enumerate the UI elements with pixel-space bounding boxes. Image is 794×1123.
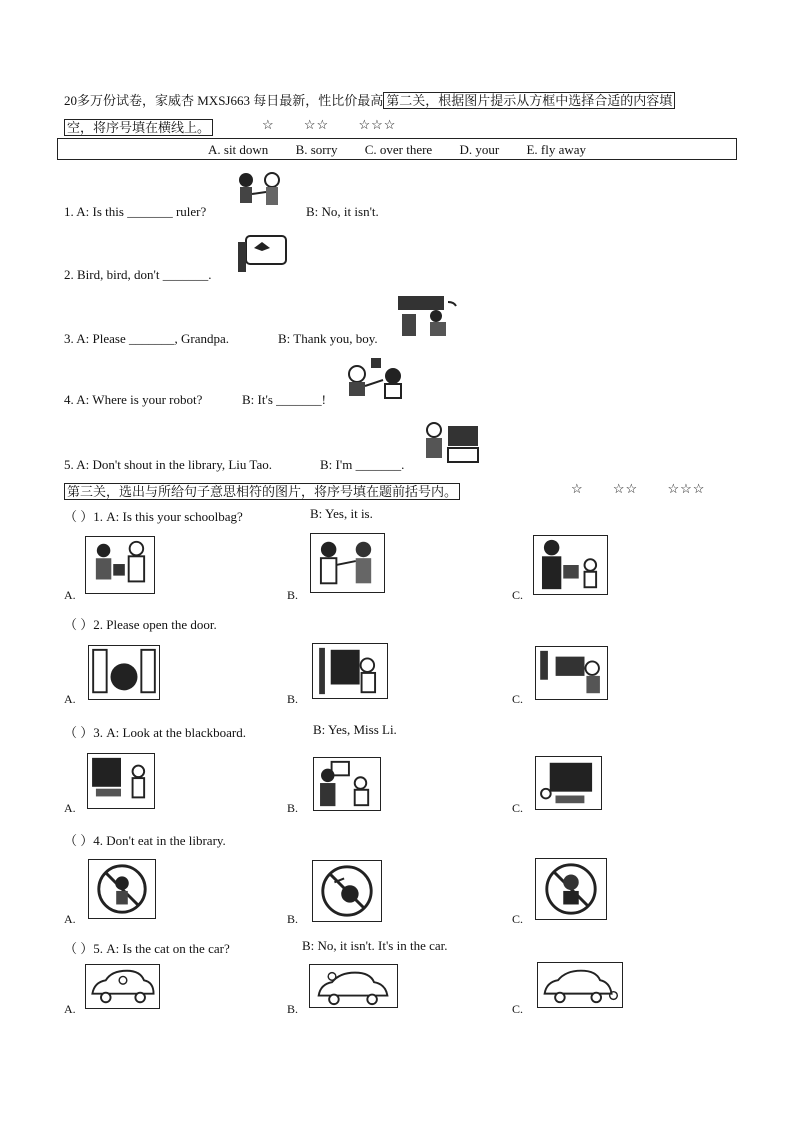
choice-q1-text: 1. A: Is this your schoolbag? — [93, 509, 243, 524]
fill-q3-b: B: Thank you, boy. — [278, 331, 378, 346]
letter-a: A. — [64, 1002, 76, 1016]
choice-q5-text: 5. A: Is the cat on the car? — [93, 941, 230, 956]
pic-q3-b[interactable] — [313, 757, 381, 811]
fill-q4-b: B: It's _______! — [242, 392, 326, 407]
pic-q2-c[interactable] — [535, 646, 608, 700]
pic-q1-b[interactable] — [310, 533, 385, 593]
pic-q1-a[interactable] — [85, 536, 155, 594]
choice-q1-b: B: Yes, it is. — [310, 506, 373, 521]
fill-q1-b: B: No, it isn't. — [306, 204, 379, 219]
letter-c: C. — [512, 692, 524, 706]
letter-b: B. — [287, 692, 299, 706]
letter-a: A. — [64, 692, 76, 706]
pic-q1-c[interactable] — [533, 535, 608, 595]
section2-title-b: 空，将序号填在横线上。 — [64, 119, 213, 136]
choice-q5-b: B: No, it isn't. It's in the car. — [302, 938, 448, 953]
options-box — [57, 138, 737, 160]
answer-paren[interactable]: （ ） — [64, 509, 94, 524]
difficulty-stars-2 — [571, 481, 731, 497]
intro-text — [64, 90, 675, 109]
section3-title-wrap — [64, 481, 460, 500]
option-c: C. over there — [364, 142, 433, 157]
answer-paren[interactable]: （ ） — [64, 725, 94, 740]
star-two-s3: ☆☆ — [612, 481, 639, 496]
fill-q2: 2. Bird, bird, don't _______. — [64, 267, 212, 282]
option-e: E. fly away — [526, 142, 586, 157]
choice-q1 — [64, 506, 243, 525]
intro-line: 20多万份试卷，家威杏 MXSJ663 每日最新，性比价最高 — [64, 93, 384, 108]
choice-q4-text: 4. Don't eat in the library. — [93, 833, 226, 848]
pic-q5-a[interactable] — [85, 964, 160, 1009]
option-d: D. your — [459, 142, 500, 157]
letter-a: A. — [64, 912, 76, 926]
difficulty-stars-1 — [262, 117, 422, 133]
letter-c: C. — [512, 1002, 524, 1016]
star-three: ☆☆☆ — [358, 117, 397, 132]
letter-b: B. — [287, 588, 299, 602]
pic-q5-b[interactable] — [309, 964, 398, 1008]
choice-q3 — [64, 722, 246, 741]
pic-q4-c[interactable] — [535, 858, 607, 920]
answer-paren[interactable]: （ ） — [64, 833, 94, 848]
fill-q5-b: B: I'm _______. — [320, 457, 405, 472]
choice-q5 — [64, 938, 230, 957]
choice-q2-text: 2. Please open the door. — [93, 617, 217, 632]
fill-q4: 4. A: Where is your robot? — [64, 392, 203, 407]
pic-q4-b[interactable] — [312, 860, 382, 922]
star-one-s3: ☆ — [571, 481, 584, 496]
fill-q5: 5. A: Don't shout in the library, Liu Tao. — [64, 457, 272, 472]
answer-paren[interactable]: （ ） — [64, 941, 94, 956]
answer-paren[interactable]: （ ） — [64, 617, 94, 632]
star-two: ☆☆ — [303, 117, 330, 132]
letter-a: A. — [64, 588, 76, 602]
pic-q5-c[interactable] — [537, 962, 623, 1008]
fill-q1-a: 1. A: Is this _______ ruler? — [64, 204, 207, 219]
choice-q2 — [64, 614, 217, 633]
section2-title-cont — [64, 117, 213, 136]
choice-q4 — [64, 830, 226, 849]
pic-q4-a[interactable] — [88, 859, 156, 919]
fill-q3: 3. A: Please _______, Grandpa. — [64, 331, 230, 346]
letter-c: C. — [512, 801, 524, 815]
clip-library — [420, 418, 480, 466]
choice-q3-text: 3. A: Look at the blackboard. — [93, 725, 246, 740]
letter-b: B. — [287, 801, 299, 815]
letter-b: B. — [287, 1002, 299, 1016]
option-b: B. sorry — [295, 142, 338, 157]
clip-grandpa — [396, 294, 460, 338]
pic-q3-c[interactable] — [535, 756, 602, 810]
clip-two-kids — [230, 170, 292, 212]
pic-q2-b[interactable] — [312, 643, 388, 699]
letter-c: C. — [512, 912, 524, 926]
fill-q1 — [64, 204, 206, 220]
option-a: A. sit down — [208, 142, 269, 157]
star-three-s3: ☆☆☆ — [667, 481, 706, 496]
section3-title: 第三关，选出与所给句子意思相符的图片，将序号填在题前括号内。 — [64, 483, 460, 500]
pic-q3-a[interactable] — [87, 753, 155, 809]
pic-q2-a[interactable] — [88, 645, 160, 700]
choice-q3-b: B: Yes, Miss Li. — [313, 722, 397, 737]
letter-c: C. — [512, 588, 524, 602]
star-one: ☆ — [262, 117, 275, 132]
section2-title: 第二关，根据图片提示从方框中选择合适的内容填 — [383, 92, 675, 109]
letter-b: B. — [287, 912, 299, 926]
clip-robot-kids — [343, 356, 409, 400]
letter-a: A. — [64, 801, 76, 815]
clip-bird — [234, 234, 288, 274]
